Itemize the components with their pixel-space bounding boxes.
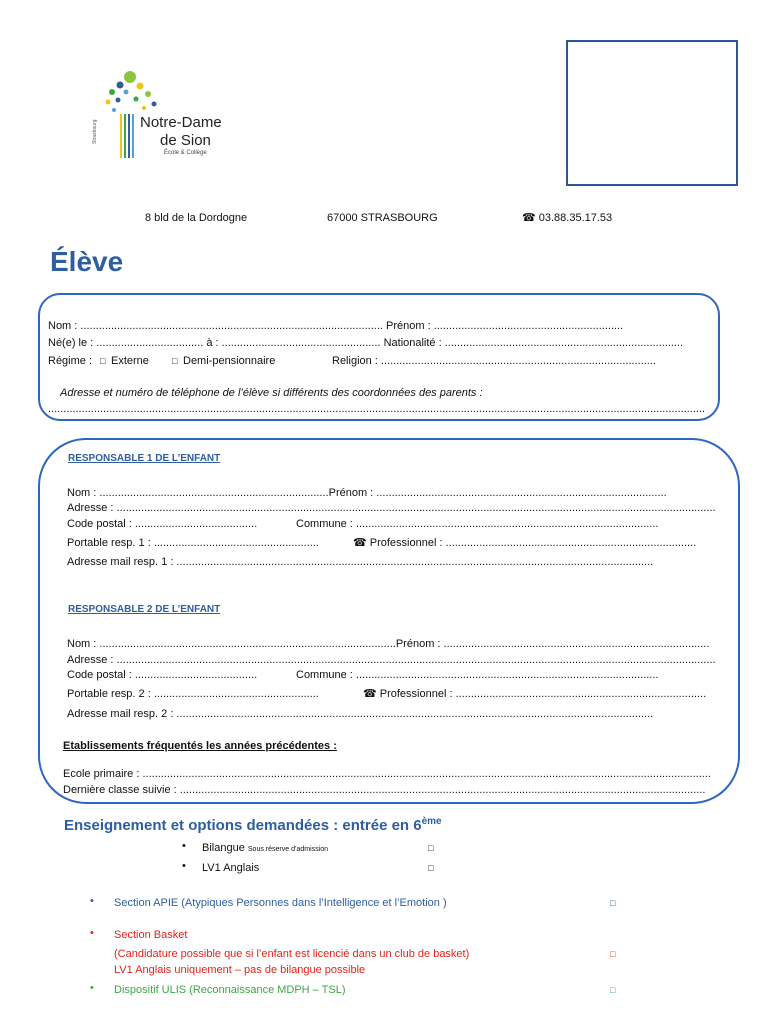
apie-checkbox[interactable]: □ xyxy=(610,898,616,908)
eleve-adresse-note: Adresse et numéro de téléphone de l’élève si différents des coordonnées des parents : xyxy=(60,387,483,399)
option-basket-note1: (Candidature possible que si l’enfant est licencié dans un club de basket) xyxy=(114,948,470,960)
option-ulis: Dispositif ULIS (Reconnaissance MDPH – TSL) xyxy=(114,984,346,996)
etab-classe-line: Dernière classe suivie : ............................................................................................................................................................................ xyxy=(63,784,706,796)
resp2-heading: RESPONSABLE 2 DE L’ENFANT xyxy=(68,604,221,615)
resp2-adresse-line: Adresse : .................................................................................................................................................................................................... xyxy=(67,654,716,666)
resp2-mail-line: Adresse mail resp. 2 : ............................................................................................................................................................ xyxy=(67,708,654,720)
address-phone: ☎ 03.88.35.17.53 xyxy=(522,212,613,224)
resp1-cp-line: Code postal : ........................................ xyxy=(67,518,258,530)
eleve-nom-line: Nom : ................................................................................................... Prénom : .............................................................. xyxy=(48,320,624,332)
resp1-portable-line: Portable resp. 1 : ...................................................... xyxy=(67,537,319,549)
address-city: 67000 STRASBOURG xyxy=(327,212,438,224)
resp1-commune-line: Commune : ................................................................................................... xyxy=(296,518,659,530)
options-title-sup: ème xyxy=(421,816,442,827)
resp2-nom-line: Nom : .................................................................................................Prénom : ....................................................................................... xyxy=(67,638,710,650)
resp1-nom-line: Nom : ...........................................................................Prénom : ............................................................................................... xyxy=(67,487,667,499)
eleve-religion-line: Religion : .......................................................................................... xyxy=(332,355,656,367)
option-basket: Section Basket xyxy=(114,929,188,941)
basket-checkbox[interactable]: □ xyxy=(610,949,616,959)
bullet-icon: • xyxy=(90,927,94,939)
eleve-naissance-line: Né(e) le : ................................... à : .................................................... Nationalité : .............................................................................. xyxy=(48,337,684,349)
logo-name-line1: Notre-Dame xyxy=(140,114,222,131)
resp2-cp-line: Code postal : ........................................ xyxy=(67,669,258,681)
bilangue-checkbox[interactable]: □ xyxy=(428,843,434,853)
school-logo xyxy=(92,70,250,165)
resp2-portable-line: Portable resp. 2 : ...................................................... xyxy=(67,688,319,700)
regime-demi-label: Demi-pensionnaire xyxy=(183,355,276,367)
regime-externe-label: Externe xyxy=(111,355,149,367)
regime-demi-checkbox[interactable]: □ xyxy=(172,356,178,366)
options-title: Enseignement et options demandées : entrée en 6ème xyxy=(64,816,442,834)
ulis-checkbox[interactable]: □ xyxy=(610,985,616,995)
option-bilangue: Bilangue Sous réserve d’admission xyxy=(202,842,329,854)
address-street: 8 bld de la Dordogne xyxy=(145,212,248,224)
lv1-checkbox[interactable]: □ xyxy=(428,863,434,873)
resp2-pro-line: ☎ Professionnel : .................................................................................. xyxy=(363,688,707,700)
photo-box xyxy=(566,40,738,186)
resp1-mail-line: Adresse mail resp. 1 : ............................................................................................................................................................ xyxy=(67,556,654,568)
option-bilangue-note: Sous réserve d’admission xyxy=(247,846,329,853)
eleve-adresse-dots: ....................................................................................................................................................................................................................... xyxy=(48,403,706,415)
resp1-pro-line: ☎ Professionnel : .................................................................................. xyxy=(353,537,697,549)
bullet-icon: • xyxy=(90,982,94,994)
option-apie: Section APIE (Atypiques Personnes dans l’Intelligence et l’Emotion ) xyxy=(114,897,447,909)
regime-externe-checkbox[interactable]: □ xyxy=(100,356,106,366)
logo-subtitle: École & Collège xyxy=(164,150,207,156)
page-title: Élève xyxy=(50,246,124,277)
option-basket-note2: LV1 Anglais uniquement – pas de bilangue possible xyxy=(114,964,366,976)
eleve-regime-label: Régime : xyxy=(48,355,93,367)
bullet-icon: • xyxy=(182,860,186,872)
logo-bars xyxy=(120,114,134,158)
etab-ecole-line: Ecole primaire : .......................................................................................................................................................................................... xyxy=(63,768,711,780)
resp2-commune-line: Commune : ................................................................................................... xyxy=(296,669,659,681)
resp1-adresse-line: Adresse : .................................................................................................................................................................................................... xyxy=(67,502,716,514)
bullet-icon: • xyxy=(182,840,186,852)
resp1-heading: RESPONSABLE 1 DE L’ENFANT xyxy=(68,453,221,464)
option-lv1: LV1 Anglais xyxy=(202,862,260,874)
etab-heading: Etablissements fréquentés les années précédentes : xyxy=(63,740,337,752)
bullet-icon: • xyxy=(90,895,94,907)
logo-side-text: Strasbourg xyxy=(92,119,98,144)
logo-name-line2: de Sion xyxy=(160,132,211,149)
